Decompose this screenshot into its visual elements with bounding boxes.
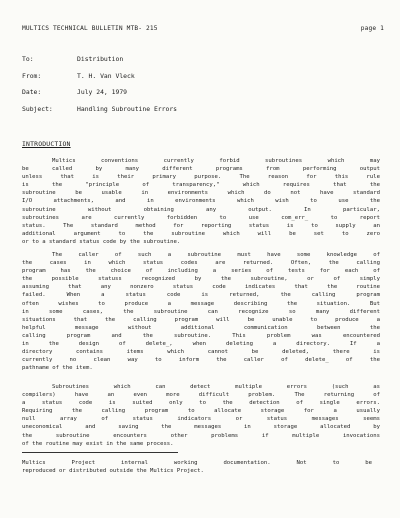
memo-subject-label: Subject:	[22, 104, 53, 113]
text-line: program has the choice of including a series of tests for each of	[22, 268, 380, 275]
memo-subject-value: Handling Subroutine Errors	[77, 104, 178, 113]
text-line: of the routine may exist in the same process.	[22, 440, 174, 447]
text-line: pathname of the item.	[22, 365, 93, 372]
footer-rule	[22, 452, 178, 453]
text-line: Requiring the calling program to allocate storage for a usually	[22, 408, 380, 415]
text-line: failed. When a status code is returned, the calling program	[22, 292, 380, 299]
text-line: directory contains items which cannot be deleted, there is	[22, 349, 380, 356]
memo-to-label: To:	[22, 55, 34, 63]
paragraph-3	[22, 383, 380, 448]
bulletin-header	[22, 25, 384, 32]
memo-to-value: Distribution	[77, 55, 124, 63]
footer-line: Multics Project internal working documentation. Not to be	[22, 460, 372, 466]
memo-date-value: July 24, 1979	[77, 88, 128, 96]
text-line: be called by many different programs from performing output	[22, 166, 380, 173]
memo-to	[22, 55, 177, 72]
text-line: the subroutine encounters other problems if multiple invocations	[22, 432, 380, 439]
text-line: assuming that any nonzero status code indicates that the routine	[22, 284, 380, 291]
text-line: the cases in which status codes are returned. Often, the calling	[22, 260, 380, 267]
text-line: compilers) have an even more difficult problem. The returning of	[22, 392, 380, 399]
memo-from-label: From:	[22, 71, 42, 80]
page-number: page 1	[360, 25, 384, 32]
text-line: Multics conventions currently forbid subroutines which may	[52, 158, 380, 164]
memo-from	[22, 72, 177, 89]
footer-notice	[22, 459, 372, 475]
text-line: null array of status indicators or status messages seems	[22, 416, 380, 423]
text-line: a status code is suited only to the detection of single errors.	[22, 400, 380, 407]
text-line: unless that is their primary purpose. The reason for this rule	[22, 174, 380, 181]
memo-subject	[22, 105, 177, 122]
section-heading: INTRODUCTION	[22, 140, 71, 148]
text-line: additional argument to the subroutine which will be set to zero	[22, 230, 380, 237]
text-line: calling program and the subroutine. This problem was encountered	[22, 332, 380, 339]
text-line: in some cases, the subroutine can recognize so many different	[22, 308, 380, 315]
text-line: subroutine be usable in environments which do not have standard	[22, 190, 380, 197]
text-line: uneconomical and saving the messages in storage allocated by	[22, 424, 380, 431]
text-line: often wishes to produce a message describing the situation. But	[22, 300, 380, 307]
text-line: currently no clean way to inform the caller of delete_ of the	[22, 357, 380, 364]
text-line: I/O attachments, and in environments which wish to use the	[22, 198, 380, 205]
bulletin-title: MULTICS TECHNICAL BULLETIN MTB- 215	[22, 25, 158, 32]
text-line: in the design of delete_, when deleting a directory. If a	[22, 341, 380, 348]
text-line: The caller of such a subroutine must have some knowledge of	[52, 252, 380, 258]
text-line: status. The standard method for reporting status is to supply an	[22, 222, 380, 229]
text-line: the possible statuss recognized by the subroutine, or of simply	[22, 276, 380, 283]
text-line: subroutine without obtaining any output. In particular,	[22, 206, 380, 213]
memo-date	[22, 88, 177, 105]
footer-line: reproduced or distributed outside the Multics Project.	[22, 468, 204, 475]
memo-from-value: T. H. Van Vleck	[77, 71, 135, 80]
memo-block	[22, 55, 177, 121]
text-line: helpful message without additional communication between the	[22, 324, 380, 331]
text-line: situations that the calling program will be unable to produce a	[22, 316, 380, 323]
memo-date-label: Date:	[22, 88, 42, 96]
paragraph-2	[22, 251, 380, 372]
text-line: is the "principle of transparency," which requires that the	[22, 182, 380, 189]
text-line: Subroutines which can detect multiple errors (such as	[52, 384, 380, 390]
text-line: subroutines are currently forbidden to use com_err_ to report	[22, 214, 380, 221]
paragraph-1	[22, 157, 380, 246]
text-line: or to a standard status code by the subroutine.	[22, 238, 181, 245]
